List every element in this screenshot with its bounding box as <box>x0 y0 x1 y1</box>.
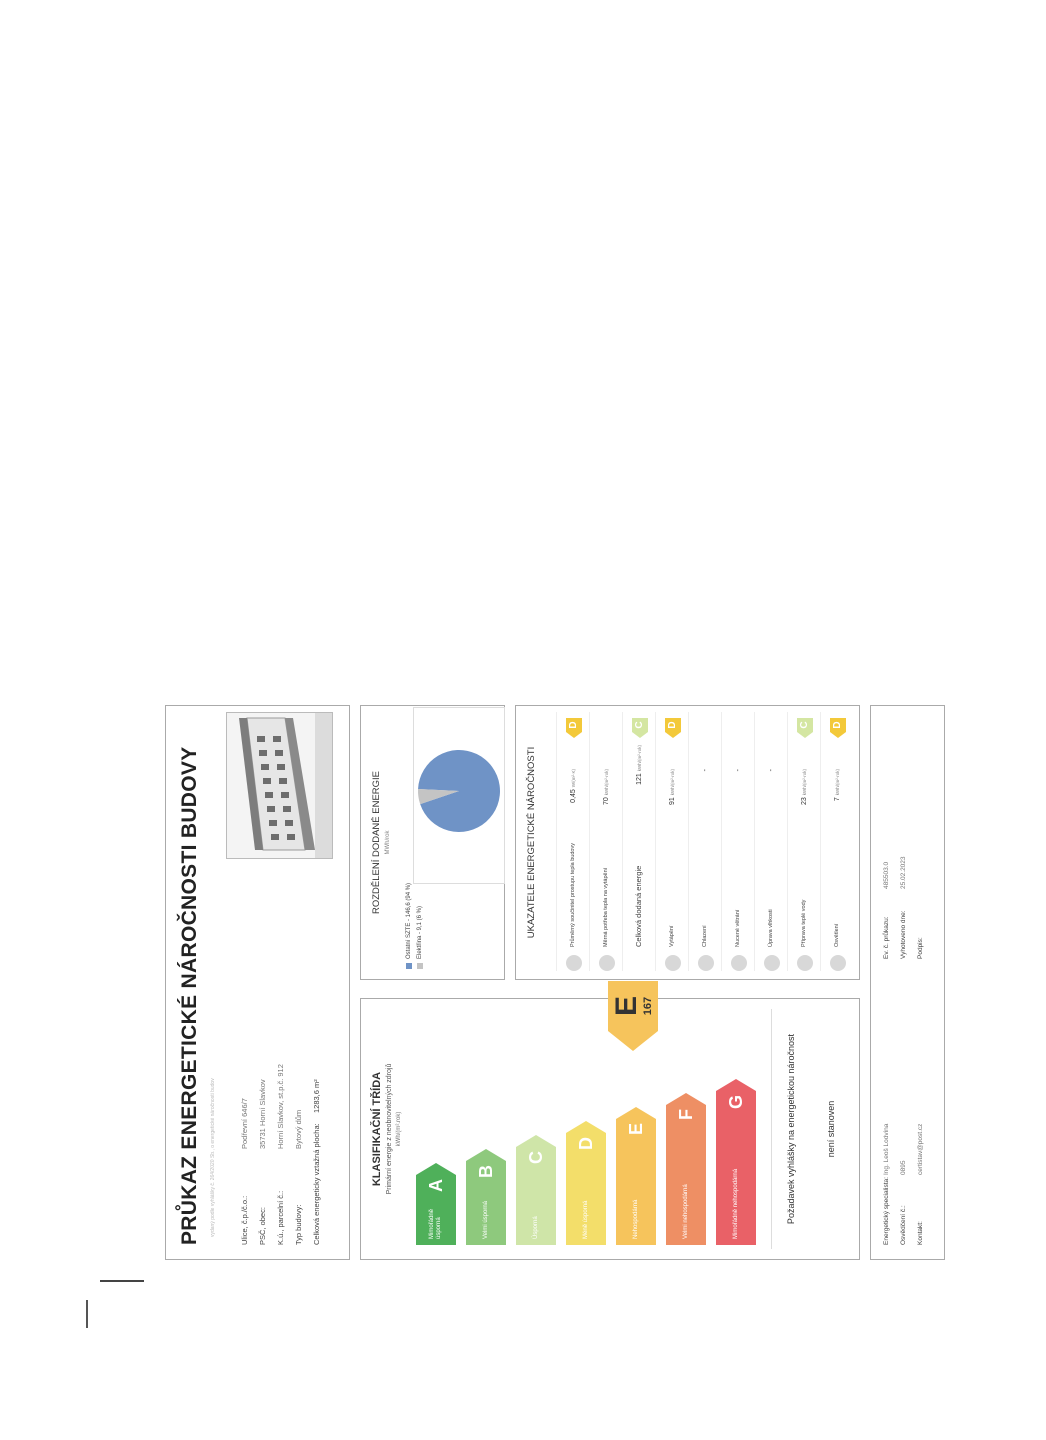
requirement-title: Požadavek vyhlášky na energetickou náročnost <box>786 1033 796 1225</box>
class-c-letter: C <box>525 1151 546 1164</box>
indicator-label: Měrná potřeba tepla na vytápění <box>603 867 610 947</box>
class-bar-d-tip <box>566 1121 606 1133</box>
rotated-certificate <box>165 705 945 1260</box>
indicator-unit: kWh/(m²·rok) <box>835 769 840 796</box>
footer-section <box>870 705 945 1260</box>
psc-value: 35731 Horní Slavkov <box>258 1079 267 1149</box>
class-g-letter: G <box>725 1095 746 1110</box>
indicator-value <box>702 769 709 839</box>
indicator-label: Celková dodaná energie <box>634 865 644 947</box>
indicator-value <box>636 745 643 815</box>
indicator-class-badge <box>632 718 648 738</box>
indicator-class-letter: D <box>830 718 846 732</box>
footer-left <box>883 1124 934 1245</box>
requirement-divider <box>771 1009 772 1249</box>
class-bar-e <box>616 1107 656 1245</box>
class-g-label: Mimořádně nehospodárná <box>732 1168 739 1239</box>
indicator-row <box>721 712 755 971</box>
indicator-label: Vytápění <box>669 925 676 947</box>
class-bar-e-tip <box>616 1107 656 1119</box>
indicator-row <box>622 712 656 971</box>
rating-letter: E <box>610 996 643 1017</box>
specialist-label: Energetický specialista: <box>883 1177 890 1245</box>
rating-value: 167 <box>642 996 654 1016</box>
indicator-class-letter: D <box>566 718 582 732</box>
cert-value: 0895 <box>900 1160 907 1175</box>
class-bar-b-body <box>466 1161 506 1245</box>
class-bar-c-body <box>516 1147 556 1245</box>
class-b-label: Velmi úsporná <box>482 1200 489 1239</box>
class-bar-f-tip <box>666 1093 706 1105</box>
street-label: Ulice, č.p./č.o.: <box>240 1195 249 1245</box>
class-bar-a-tip <box>416 1163 456 1175</box>
indicator-class-badge <box>830 718 846 738</box>
class-e-letter: E <box>625 1123 646 1136</box>
heating-icon <box>665 955 681 971</box>
classification-section <box>360 998 860 1260</box>
legend-swatch-szte <box>406 963 412 969</box>
indicator-number: - <box>735 769 742 772</box>
indicator-row <box>589 712 623 971</box>
class-e-label: Nehospodárná <box>632 1199 639 1239</box>
class-bar-f-body <box>666 1105 706 1245</box>
rating-marker <box>608 981 658 1051</box>
indicator-number: 7 <box>834 797 841 802</box>
type-label: Typ budovy: <box>294 1204 303 1245</box>
indicator-unit: W/(m²·K) <box>571 769 576 788</box>
class-a-letter: A <box>425 1179 446 1192</box>
class-bar-c-tip <box>516 1135 556 1147</box>
indicator-value <box>735 769 742 839</box>
indicator-class-letter: C <box>632 718 648 732</box>
building-photo-image <box>227 713 332 858</box>
indicator-number: 0,45 <box>570 789 577 803</box>
indicator-badge-tip <box>566 732 582 738</box>
indicator-value <box>834 769 841 839</box>
ventilation-icon <box>731 955 747 971</box>
indicator-unit: kWh/(m²·rok) <box>802 769 807 796</box>
legend-item-szte <box>406 883 412 969</box>
cert-label: Osvědčení č.: <box>900 1205 907 1245</box>
indicator-label: Průměrný součinitel prostupu tepla budovy <box>570 843 577 947</box>
subtitle: vydaný podle vyhlášky č. 264/2020 Sb., o energetické náročnosti budov <box>210 1078 216 1237</box>
scan-edge-line <box>86 1300 88 1328</box>
indicator-class-badge <box>797 718 813 738</box>
contact-value: certistav@post.cz <box>917 1123 924 1175</box>
lighting-icon <box>830 955 846 971</box>
class-bar-b <box>466 1149 506 1245</box>
class-bar-c <box>516 1135 556 1245</box>
ku-value: Horní Slavkov, st.p.č. 912 <box>276 1064 285 1149</box>
indicator-number: 70 <box>603 797 610 805</box>
humidity-icon <box>764 955 780 971</box>
distribution-unit: MWh/rok <box>385 830 391 855</box>
indicator-value <box>801 769 808 839</box>
evid-value: 485503.0 <box>883 861 890 889</box>
requirement-value: není stanoven <box>826 1100 836 1158</box>
indicator-badge-tip <box>797 732 813 738</box>
class-d-letter: D <box>575 1137 596 1150</box>
legend-label-electricity: Elektřina - 9,1 (6 %) <box>417 905 423 959</box>
indicator-number: 91 <box>669 797 676 805</box>
psc-label: PSČ, obec: <box>258 1207 267 1245</box>
class-bar-e-body <box>616 1119 656 1245</box>
indicator-row <box>655 712 689 971</box>
class-c-label: Úsporná <box>532 1216 539 1239</box>
legend-item-electricity <box>417 883 423 969</box>
class-bar-b-tip <box>466 1149 506 1161</box>
indicator-badge-tip <box>830 732 846 738</box>
date-label: Vyhotoveno dne: <box>900 910 907 959</box>
indicator-row <box>754 712 788 971</box>
pie-chart-frame <box>413 707 505 884</box>
cooling-icon <box>698 955 714 971</box>
indicator-badge-tip <box>665 732 681 738</box>
distribution-legend <box>406 883 428 969</box>
class-bar-f <box>666 1093 706 1245</box>
hot-water-icon <box>797 955 813 971</box>
class-bar-d-body <box>566 1133 606 1245</box>
classification-unit: kWh/(m².rok) <box>396 1111 402 1147</box>
indicator-number: - <box>702 769 709 772</box>
building-photo <box>226 712 333 859</box>
indicator-class-badge <box>665 718 681 738</box>
heating-demand-icon <box>599 955 615 971</box>
street-value: Podřevní 646/7 <box>240 1098 249 1149</box>
indicator-value <box>768 769 775 839</box>
indicators-section <box>515 705 860 980</box>
class-a-label: Mimořádně úsporná <box>429 1208 442 1239</box>
indicator-label: Nucené větrání <box>735 909 742 947</box>
header-section <box>165 705 350 1260</box>
indicator-class-badge <box>566 718 582 738</box>
class-bar-d <box>566 1121 606 1245</box>
class-bar-a <box>416 1163 456 1245</box>
energy-certificate <box>165 705 945 1260</box>
indicator-unit: kWh/(m²·rok) <box>637 745 642 772</box>
type-value: Bytový dům <box>294 1109 303 1149</box>
distribution-section <box>360 705 505 980</box>
scan-mark-line <box>100 1280 144 1282</box>
class-bar-a-body <box>416 1175 456 1245</box>
legend-label-szte: Ostatní SZTE - 146,6 (94 %) <box>406 882 412 959</box>
class-d-label: Méně úsporná <box>582 1200 589 1239</box>
indicator-row <box>556 712 590 971</box>
indicator-value <box>570 769 577 839</box>
area-value: 1283,6 m² <box>312 1079 321 1113</box>
indicator-row <box>688 712 722 971</box>
evid-label: Ev. č. průkazu: <box>883 916 890 959</box>
indicator-number: 121 <box>636 773 643 785</box>
rating-marker-body <box>608 981 658 1031</box>
indicator-label: Osvětlení <box>834 923 841 947</box>
rating-marker-tip <box>608 1031 658 1051</box>
area-label: Celková energeticky vztažná plocha: <box>312 1123 321 1245</box>
indicator-class-letter: D <box>665 718 681 732</box>
legend-swatch-electricity <box>417 963 423 969</box>
building-fields <box>240 1064 330 1245</box>
class-bar-g-tip <box>716 1079 756 1091</box>
classification-title: KLASIFIKAČNÍ TŘÍDA <box>371 1071 383 1187</box>
indicator-value <box>603 769 610 839</box>
page-title: PRŮKAZ ENERGETICKÉ NÁROČNOSTI BUDOVY <box>178 746 201 1245</box>
indicator-class-letter: C <box>797 718 813 732</box>
class-f-label: Velmi nehospodárná <box>682 1184 689 1239</box>
indicator-row <box>820 712 854 971</box>
sign-label: Podpis: <box>917 937 924 959</box>
indicators-title: UKAZATELE ENERGETICKÉ NÁROČNOSTI <box>526 746 537 939</box>
class-bar-g-body <box>716 1091 756 1245</box>
classification-subtitle: Primární energie z neobnovitelných zdrojů <box>386 1063 393 1195</box>
indicator-unit: kWh/(m²·rok) <box>604 769 609 796</box>
thermal-transmittance-icon <box>566 955 582 971</box>
indicator-number: 23 <box>801 797 808 805</box>
class-bar-g <box>716 1079 756 1245</box>
indicator-row <box>787 712 821 971</box>
indicator-number: - <box>768 769 775 772</box>
class-f-letter: F <box>675 1109 696 1120</box>
indicator-badge-tip <box>632 732 648 738</box>
indicator-unit: kWh/(m²·rok) <box>670 769 675 796</box>
indicator-label: Úprava vlhkosti <box>768 909 775 947</box>
specialist-value: Ing. Leoš Lodvina <box>883 1123 890 1175</box>
contact-label: Kontakt: <box>917 1221 924 1245</box>
indicator-label: Chlazení <box>702 925 709 947</box>
footer-right <box>883 856 934 959</box>
pie-chart <box>417 749 501 833</box>
indicator-value <box>669 769 676 839</box>
class-b-letter: B <box>475 1165 496 1178</box>
date-value: 25.02.2023 <box>900 856 907 889</box>
distribution-title: ROZDĚLENÍ DODANÉ ENERGIE <box>371 770 382 915</box>
ku-label: K.ú., parcelní č.: <box>276 1190 285 1245</box>
indicator-label: Příprava teplé vody <box>801 899 808 947</box>
